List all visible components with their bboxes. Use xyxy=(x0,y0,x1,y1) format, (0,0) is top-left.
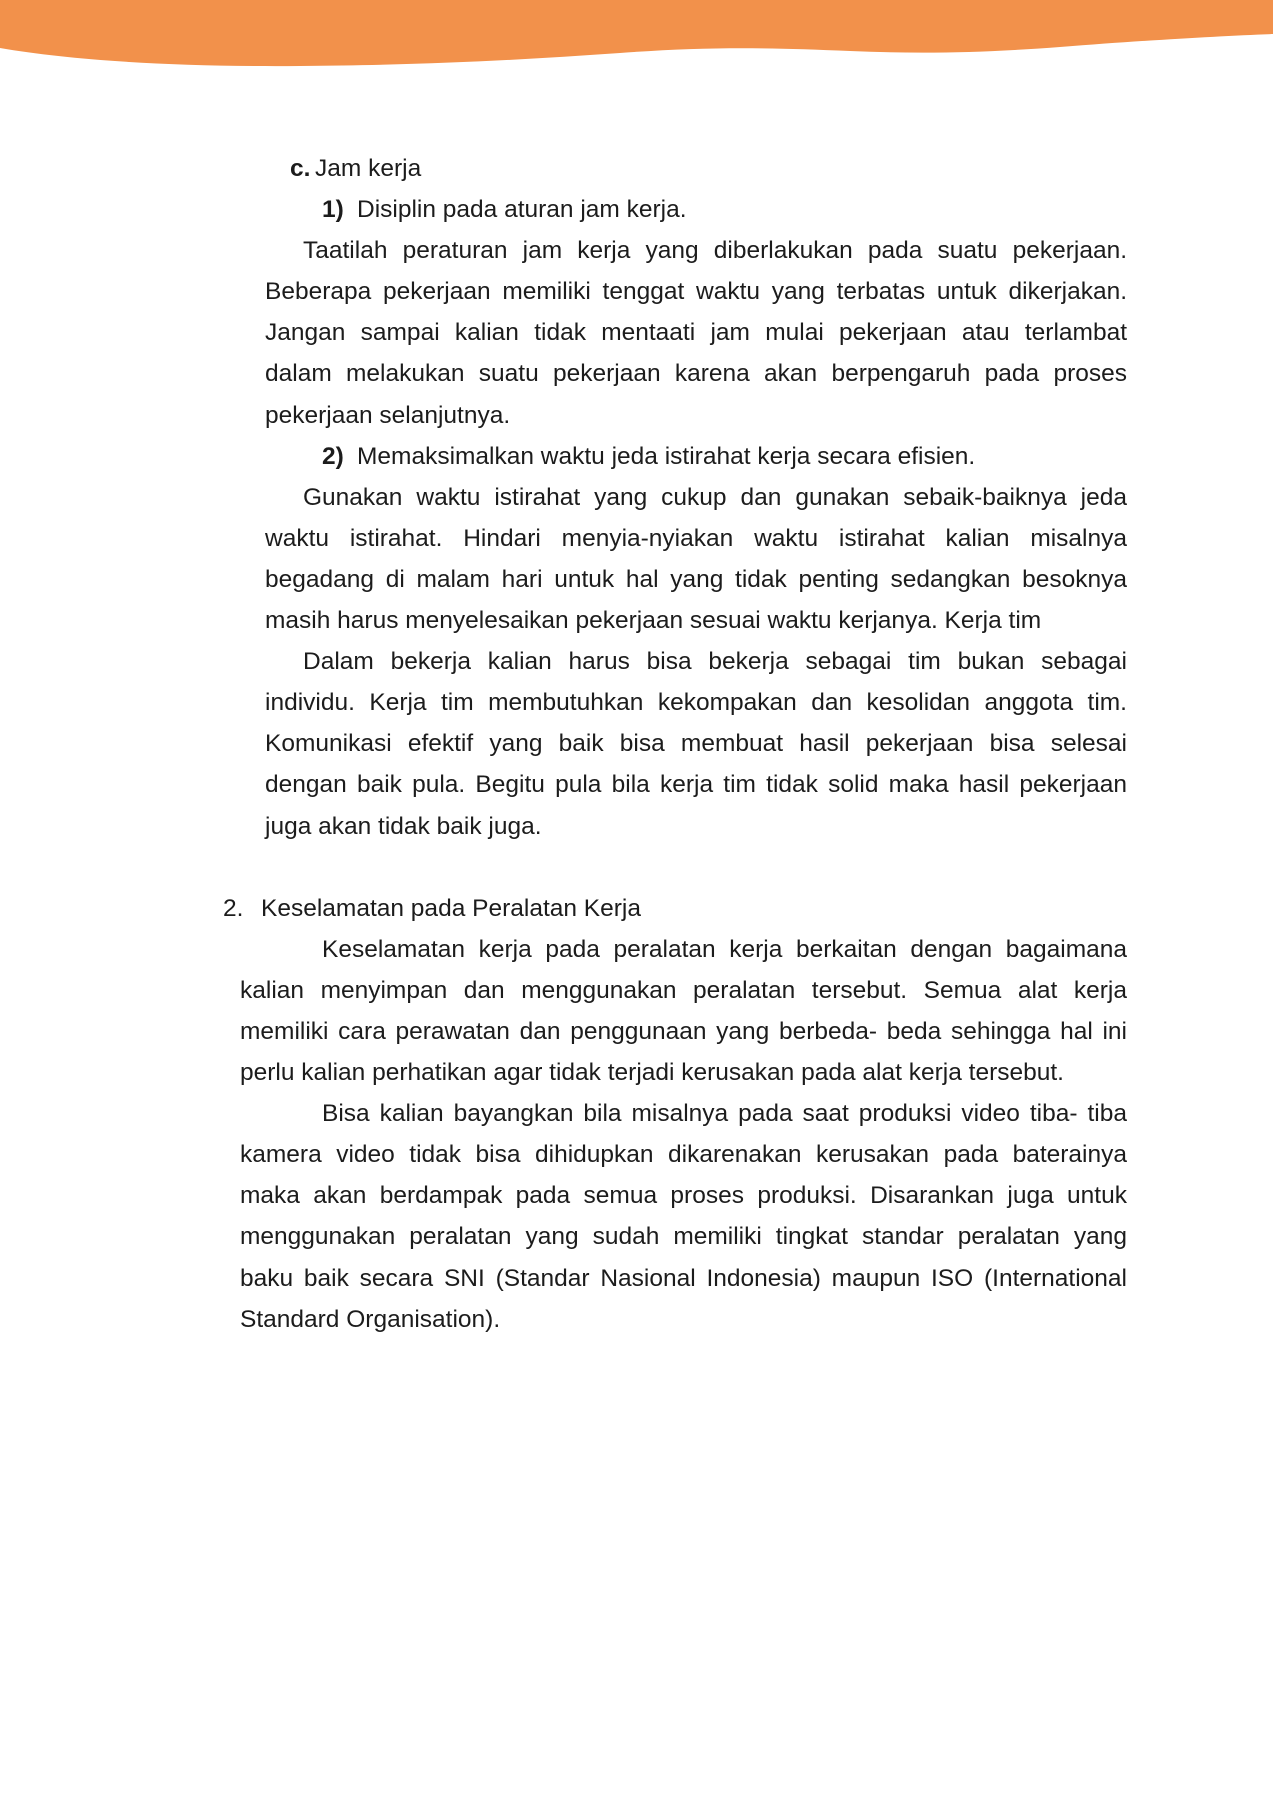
list-item-2-heading xyxy=(265,436,1127,477)
header-wave-path xyxy=(0,0,1273,66)
text-line: pekerjaan selanjutnya. xyxy=(265,401,511,429)
paragraph-standar-alat xyxy=(240,1093,1127,1340)
subsection-letter: c. xyxy=(290,155,311,182)
text-line: memiliki cara perawatan dan penggunaan yang berbeda- beda sehingga hal ini xyxy=(240,1017,1127,1045)
text-line: perlu kalian perhatikan agar tidak terjadi kerusakan pada alat kerja tersebut. xyxy=(240,1059,1064,1087)
text-line: individu. Kerja tim membutuhkan kekompakan dan kesolidan anggota tim. xyxy=(265,689,1127,717)
section-keselamatan-peralatan xyxy=(223,888,1127,1340)
section-title: Keselamatan pada Peralatan Kerja xyxy=(261,894,642,922)
list-number: 2) xyxy=(322,442,344,470)
text-line: waktu istirahat. Hindari menyia-nyiakan waktu istirahat kalian misalnya xyxy=(265,524,1127,552)
list-item-title: Memaksimalkan waktu jeda istirahat kerja secara efisien. xyxy=(357,442,976,470)
text-line: Keselamatan kerja pada peralatan kerja berkaitan dengan bagaimana xyxy=(322,935,1127,963)
text-line: dalam melakukan suatu pekerjaan karena akan berpengaruh pada proses xyxy=(265,360,1127,388)
text-line: Standard Organisation). xyxy=(240,1305,501,1333)
text-line: begadang di malam hari untuk hal yang tidak penting sedangkan besoknya xyxy=(265,565,1127,593)
text-line: kamera video tidak bisa dihidupkan dikarenakan kerusakan pada baterainya xyxy=(240,1141,1127,1169)
text-line: menggunakan peralatan yang sudah memiliki tingkat standar peralatan yang xyxy=(240,1223,1127,1251)
list-item-1-heading xyxy=(265,189,1127,230)
page-content xyxy=(0,148,1273,1340)
text-line: Gunakan waktu istirahat yang cukup dan gunakan sebaik-baiknya jeda xyxy=(303,483,1127,511)
paragraph-keselamatan-alat xyxy=(240,929,1127,1093)
text-line: maka akan berdampak pada semua proses produksi. Disarankan juga untuk xyxy=(240,1182,1127,1210)
text-line: baku baik secara SNI (Standar Nasional Indonesia) maupun ISO (International xyxy=(240,1264,1127,1292)
text-line: juga akan tidak baik juga. xyxy=(265,812,542,840)
section-jam-kerja xyxy=(265,148,1127,847)
paragraph-kerja-tim xyxy=(265,641,1127,846)
section-heading-keselamatan xyxy=(223,888,1127,929)
section-number: 2. xyxy=(223,894,244,922)
text-line: Dalam bekerja kalian harus bisa bekerja sebagai tim bukan sebagai xyxy=(303,648,1127,676)
text-line: Taatilah peraturan jam kerja yang diberlakukan pada suatu pekerjaan. xyxy=(303,237,1127,265)
subsection-heading-jam-kerja xyxy=(265,148,1127,189)
text-line: Komunikasi efektif yang baik bisa membuat hasil pekerjaan bisa selesai xyxy=(265,730,1127,758)
subsection-title: Jam kerja xyxy=(315,155,422,182)
text-line: Bisa kalian bayangkan bila misalnya pada saat produksi video tiba- tiba xyxy=(322,1100,1127,1128)
text-line: Beberapa pekerjaan memiliki tenggat waktu yang terbatas untuk dikerjakan. xyxy=(265,278,1127,306)
list-item-title: Disiplin pada aturan jam kerja. xyxy=(357,196,687,224)
list-number: 1) xyxy=(322,196,344,224)
text-line: dengan baik pula. Begitu pula bila kerja tim tidak solid maka hasil pekerjaan xyxy=(265,771,1127,799)
text-line: kalian menyimpan dan menggunakan peralatan tersebut. Semua alat kerja xyxy=(240,976,1127,1004)
text-line: Jangan sampai kalian tidak mentaati jam mulai pekerjaan atau terlambat xyxy=(265,319,1127,347)
paragraph-disiplin xyxy=(265,230,1127,435)
paragraph-istirahat xyxy=(265,477,1127,641)
header-wave-shape xyxy=(0,0,1273,80)
text-line: masih harus menyelesaikan pekerjaan sesuai waktu kerjanya. Kerja tim xyxy=(265,607,1042,635)
